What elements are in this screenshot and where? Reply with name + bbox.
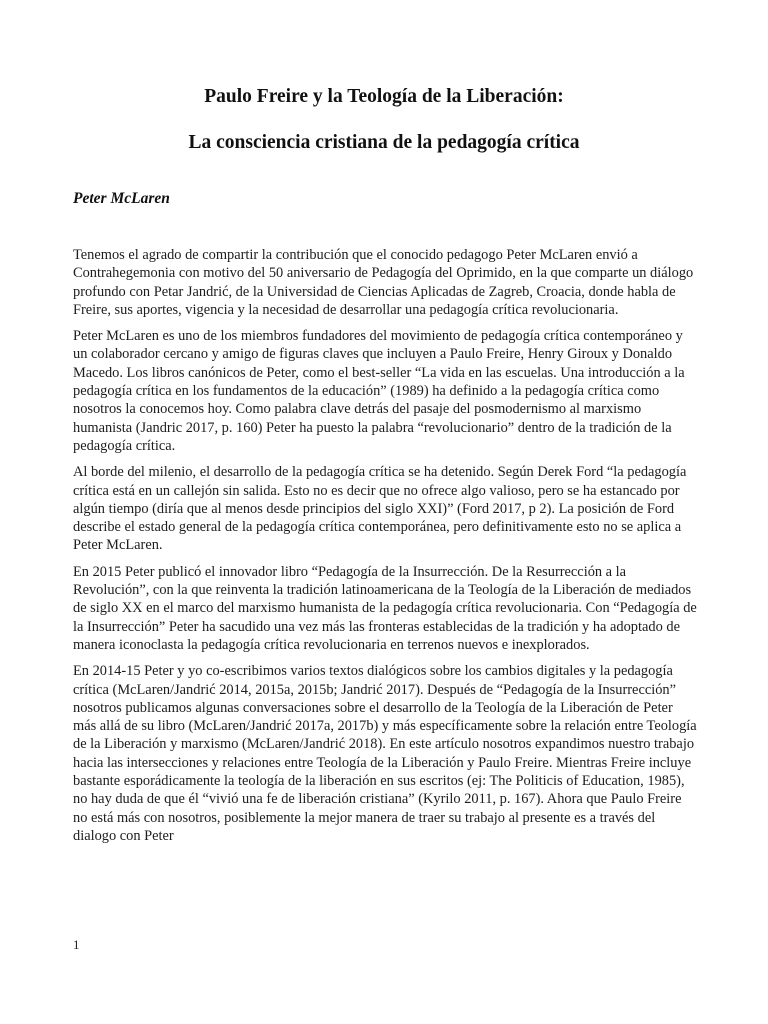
document-subtitle: La consciencia cristiana de la pedagogía crítica <box>188 132 580 153</box>
paragraph-mclaren-background: Peter McLaren es uno de los miembros fundadores del movimiento de pedagogía crítica contemporáneo y un colaborador cercano y amigo de figuras claves que incluyen a Paulo Freire, Henry Giroux y Donaldo Macedo. Los libros canónicos de Peter, como el best-seller “La vida en las escuelas. Una introducción a la pedagogía crítica en los fundamentos de la educación” (1989) ha definido a la pedagogía crítica como nosotros la conocemos hoy. Como palabra clave detrás del pasaje del posmodernismo al marxismo humanista (Jandric 2017, p. 160) Peter ha puesto la palabra “revolucionario” dentro de la tradición de la pedagogía crítica. <box>73 328 685 454</box>
document-body <box>73 246 699 845</box>
paragraph-insurrection-book: En 2015 Peter publicó el innovador libro “Pedagogía de la Insurrección. De la Resurrección a la Revolución”, con la que reinventa la tradición latinoamericana de la Teología de la Liberación de mediados de siglo XX en el marco del marxismo humanista de la pedagogía crítica revolucionaria. Con “Pedagogía de la Insurrección” Peter ha sacudido una vez más las fronteras establecidas de la tradición y ha adoptado de manera iconoclasta la pedagogía crítica revolucionaria en terrenos nuevos e inexplorados. <box>73 563 697 653</box>
page-number: 1 <box>73 937 80 952</box>
author-name: Peter McLaren <box>73 190 170 207</box>
paragraph-critical-pedagogy-state: Al borde del milenio, el desarrollo de la pedagogía crítica se ha detenido. Según Derek Ford “la pedagogía crítica está en un callejón sin salida. Esto no es decir que no ofrece algo valioso, pero se ha estancado por algún tiempo (diría que al menos desde principios del siglo XXI)” (Ford 2017, p 2). La posición de Ford describe el estado general de la pedagogía crítica contemporánea, pero definitivamente esto no se aplica a Peter McLaren. <box>73 464 687 554</box>
paragraph-dialogic-texts: En 2014-15 Peter y yo co-escribimos varios textos dialógicos sobre los cambios digitales y la pedagogía crítica (McLaren/Jandrić 2014, 2015a, 2015b; Jandrić 2017). Después de “Pedagogía de la Insurrección” nosotros publicamos algunas conversaciones sobre el desarrollo de la Teología de la Liberación de Peter más allá de su libro (McLaren/Jandrić 2017a, 2017b) y más específicamente sobre la relación entre Teología de la Liberación y marxismo (McLaren/Jandrić 2018). En este artículo nosotros expandimos nuestro trabajo hacia las intersecciones y relaciones entre Teología de la Liberación y Paulo Freire. Mientras Freire incluye bastante esporádicamente la teología de la liberación en sus escritos (ej: The Politicis of Education, 1985), no hay duda de que él “vivió una fe de liberación cristiana” (Kyrilo 2011, p. 167). Ahora que Paulo Freire no está más con nosotros, posiblemente la mejor manera de traer su trabajo al presente es a través del dialogo con Peter <box>73 663 697 844</box>
paragraph-intro: Tenemos el agrado de compartir la contribución que el conocido pedagogo Peter McLaren envió a Contrahegemonia con motivo del 50 aniversario de Pedagogía del Oprimido, en la que comparte un diálogo profundo con Petar Jandrić, de la Universidad de Ciencias Aplicadas de Zagreb, Croacia, donde habla de Freire, sus aportes, vigencia y la necesidad de desarrollar una pedagogía crítica revolucionaria. <box>73 247 694 318</box>
document-title: Paulo Freire y la Teología de la Liberación: <box>204 86 564 107</box>
